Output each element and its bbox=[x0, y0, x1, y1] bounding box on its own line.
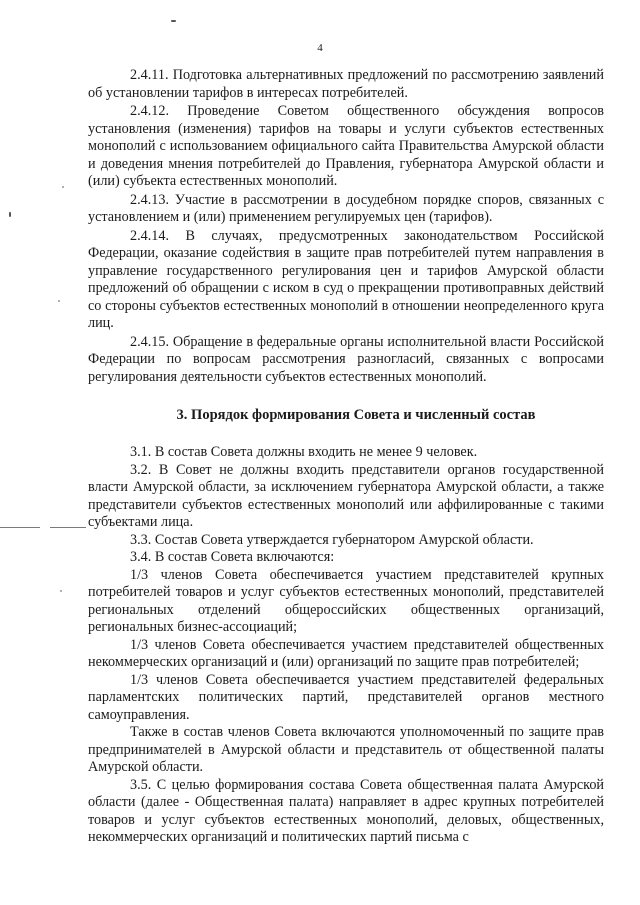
paragraph-3-3: 3.3. Состав Совета утверждается губернатором Амурской области. bbox=[130, 531, 534, 548]
paragraph-3-4: 3.4. В состав Совета включаются: bbox=[130, 549, 335, 565]
scan-speck bbox=[60, 590, 62, 592]
page-number: 4 bbox=[317, 42, 323, 54]
paragraph-2-4-15: 2.4.15. Обращение в федеральные органы исполнительной власти Российской Федерации по вопросам рассмотрения разногласий, связанных с вопросами регулирования деятельности субъектов естественных монополий. bbox=[88, 333, 604, 385]
paragraph-3-2: 3.2. В Совет не должны входить представители органов государственной власти Амурской области, за исключением губернатора Амурской области, а также представители субъектов естественных монополий или аффилированные с такими субъектами лица. bbox=[88, 461, 604, 530]
paragraph-2-4-11: 2.4.11. Подготовка альтернативных предложений по рассмотрению заявлений об установлении тарифов в интересах потребителей. bbox=[88, 67, 604, 101]
paragraph-third-ngo: 1/3 членов Совета обеспечивается участием представителей общественных некоммерческих организаций и (или) организаций по защите прав потребителей; bbox=[88, 636, 604, 670]
paragraph-2-4-14: 2.4.14. В случаях, предусмотренных законодательством Российской Федерации, оказание содействия в защите прав потребителей путем направления в управление государственного регулирования цен и тарифов Амурской области предложений об обращении с иском в суд о прекращении противоправных действий со стороны субъектов естественных монополий в отношении неопределенного круга лиц. bbox=[88, 227, 604, 331]
paragraph-2-4-12: 2.4.12. Проведение Советом общественного обсуждения вопросов установления (изменения) тарифов на товары и услуги субъектов естественных монополий с использованием официального сайта Правительства Амурской области и доведения мнения потребителей до Правления, губернатора Амурской области и (или) субъекта естественных монополий. bbox=[88, 103, 604, 189]
scan-speck bbox=[9, 212, 11, 217]
scan-speck bbox=[62, 186, 64, 188]
document-body bbox=[88, 67, 604, 847]
scan-speck bbox=[171, 20, 176, 22]
paragraph-2-4-13: 2.4.13. Участие в рассмотрении в досудебном порядке споров, связанных с установлением и (или) применением регулируемых цен (тарифов). bbox=[88, 191, 604, 225]
section-heading: 3. Порядок формирования Совета и численный состав bbox=[176, 407, 536, 423]
paragraph-third-business: 1/3 членов Совета обеспечивается участием представителей крупных потребителей товаров и услуг субъектов естественных монополий, представителей региональных отделений общероссийских общественных организаций, региональных бизнес-ассоциаций; bbox=[88, 566, 604, 635]
paragraph-3-1: 3.1. В состав Совета должны входить не менее 9 человек. bbox=[130, 444, 478, 460]
scan-line bbox=[50, 527, 86, 528]
scan-line bbox=[0, 527, 40, 528]
scan-speck bbox=[58, 300, 60, 302]
paragraph-third-parties: 1/3 членов Совета обеспечивается участием представителей федеральных парламентских политических партий, представителей органов местного самоуправления. bbox=[88, 671, 604, 723]
paragraph-3-5: 3.5. С целью формирования состава Совета общественная палата Амурской области (далее - Общественная палата) направляет в адрес крупных потребителей товаров и услуг субъектов естественных монополий, деловых, общественных, некоммерческих организаций и политических партий письма с bbox=[88, 776, 604, 845]
paragraph-ombudsman: Также в состав членов Совета включаются уполномоченный по защите прав предпринимателей в Амурской области и представитель от общественной палаты Амурской области. bbox=[88, 724, 604, 775]
